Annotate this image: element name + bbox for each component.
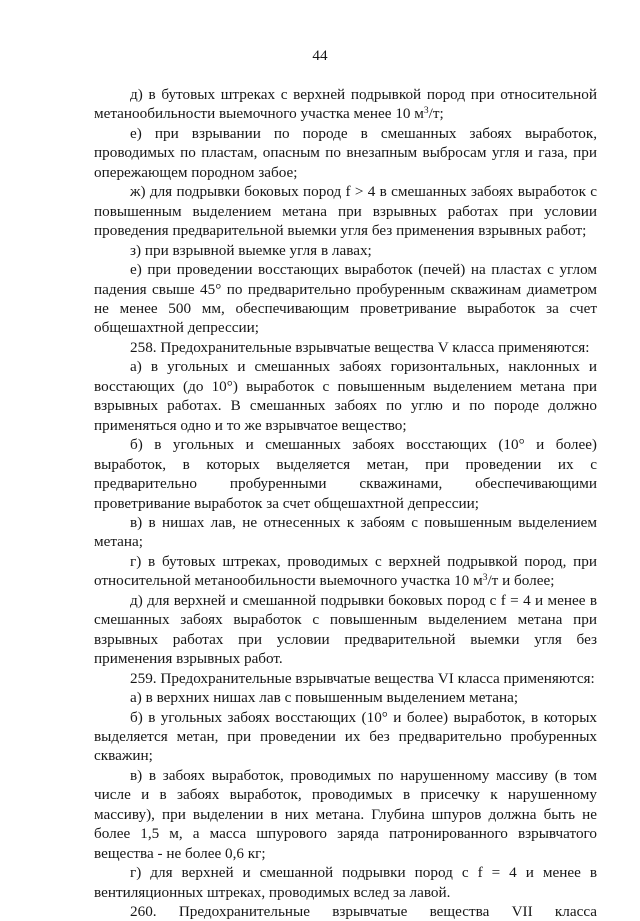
- item-e-raises: е) при проведении восстающих выработок (печей) на пластах с углом падения свыше 45° по предварительно пробуренным скважинам диаметром не менее 500 мм, обеспечивающим проветривание выработок за счет общешахтной депрессии;: [94, 261, 597, 337]
- clause-258-d: д) для верхней и смешанной подрывки боковых пород с f = 4 и менее в смешанных забоях выработок с повышенным выделением метана при взрывных работах при условии предварительной выемки угля без применения взрывных работ.: [94, 591, 597, 668]
- clause-259-a: а) в верхних нишах лав с повышенным выделением метана;: [130, 689, 519, 707]
- item-zh-side-rock: ж) для подрывки боковых пород f > 4 в смешанных забоях выработок с повышенным выделением метана при взрывных работах при условии проведения предварительной выемки угля без применения взрывных работ;: [94, 183, 597, 240]
- item-z-longwalls: з) при взрывной выемке угля в лавах;: [130, 241, 372, 259]
- clause-258-g: г) в бутовых штреках, проводимых с верхней подрывкой пород, при относительной метанообильности выемочного участка 10 $м^3/т$ и более;: [94, 552, 597, 590]
- clause-258-b: б) в угольных и смешанных забоях восстающих (10° и более) выработок, в которых выделяется метан, при проведении их с предварительно пробуренными скважинами, обеспечивающими проветривание выработок за счет общешахтной депрессии;: [94, 436, 597, 512]
- page-number: 44: [312, 47, 328, 64]
- item-e-rock-blasting: е) при взрывании по породе в смешанных забоях выработок, проводимых по пластам, опасным по внезапным выбросам угля и газа, при опережающем породном забое;: [94, 124, 597, 181]
- clause-259-b: б) в угольных забоях восстающих (10° и более) выработок, в которых выделяется метан, при проведении их без предварительно пробуренных скважин;: [94, 708, 597, 765]
- clause-258-a: а) в угольных и смешанных забоях горизонтальных, наклонных и восстающих (до 10°) выработок с повышенным выделением метана при взрывных работах. В смешанных забоях по углю и по породе должно применяться одно и то же взрывчатое вещество;: [94, 358, 597, 434]
- clause-259-g: г) для верхней и смешанной подрывки пород с f = 4 и менее в вентиляционных штреках, проводимых вслед за лавой.: [94, 864, 597, 901]
- clause-258-v: в) в нишах лав, не отнесенных к забоям с повышенным выделением метана;: [94, 513, 597, 551]
- clause-260: 260. Предохранительные взрывчатые вещества VII класса: [130, 903, 597, 921]
- clause-258: 258. Предохранительные взрывчатые вещества V класса применяются:: [130, 338, 590, 356]
- clause-259-v: в) в забоях выработок, проводимых по нарушенному массиву (в том числе и в забоях выработок, проводимых в присечку к нарушенному массиву), при выделении в них метана. Глубина шпуров должна быть не более 1,5 м, а масса шпурового заряда патронированного взрывчатого вещества - не более 0,6 кг;: [94, 766, 597, 862]
- clause-259: 259. Предохранительные взрывчатые вещества VI класса применяются:: [130, 669, 595, 687]
- document-body: [94, 85, 597, 921]
- item-d-bunker-drifts: д) в бутовых штреках с верхней подрывкой пород при относительной метанообильности выемочного участка менее 10 $м^3/т$;: [94, 86, 597, 123]
